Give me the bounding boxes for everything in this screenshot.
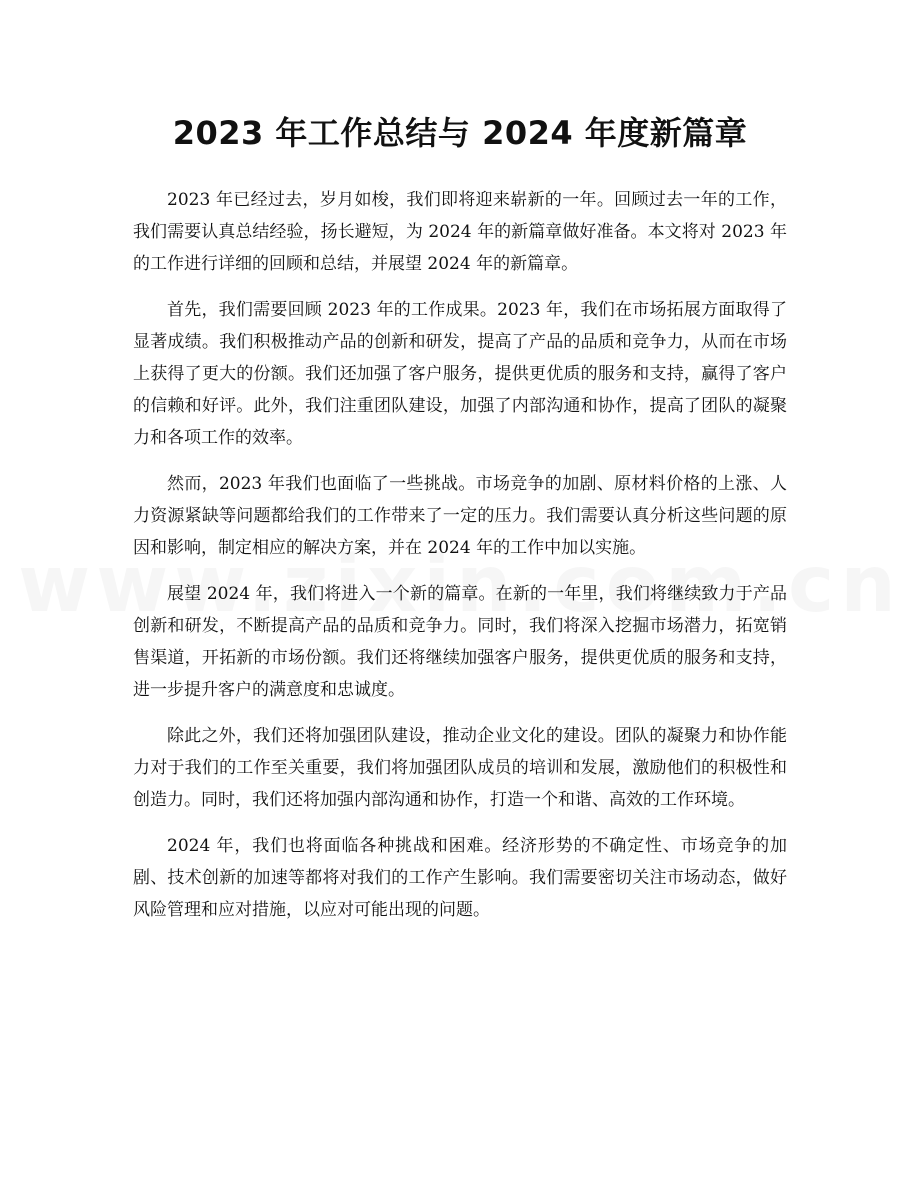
document-body	[133, 184, 787, 940]
paragraph-outlook: 展望 2024 年，我们将进入一个新的篇章。在新的一年里，我们将继续致力于产品创新和研发，不断提高产品的品质和竞争力。同时，我们将深入挖掘市场潜力，拓宽销售渠道，开拓新的市场份额。我们还将继续加强客户服务，提供更优质的服务和支持，进一步提升客户的满意度和忠诚度。	[133, 584, 787, 700]
paragraph-achievements: 首先，我们需要回顾 2023 年的工作成果。2023 年，我们在市场拓展方面取得了显著成绩。我们积极推动产品的创新和研发，提高了产品的品质和竞争力，从而在市场上获得了更大的份额。我们还加强了客户服务，提供更优质的服务和支持，赢得了客户的信赖和好评。此外，我们注重团队建设，加强了内部沟通和协作，提高了团队的凝聚力和各项工作的效率。	[133, 300, 787, 448]
paragraph-intro: 2023 年已经过去，岁月如梭，我们即将迎来崭新的一年。回顾过去一年的工作，我们需要认真总结经验，扬长避短，为 2024 年的新篇章做好准备。本文将对 2023 年的工作进行详细的回顾和总结，并展望 2024 年的新篇章。	[133, 190, 787, 274]
paragraph-risks: 2024 年，我们也将面临各种挑战和困难。经济形势的不确定性、市场竞争的加剧、技术创新的加速等都将对我们的工作产生影响。我们需要密切关注市场动态，做好风险管理和应对措施，以应对可能出现的问题。	[133, 836, 787, 920]
paragraph-team-building: 除此之外，我们还将加强团队建设，推动企业文化的建设。团队的凝聚力和协作能力对于我们的工作至关重要，我们将加强团队成员的培训和发展，激励他们的积极性和创造力。同时，我们还将加强内部沟通和协作，打造一个和谐、高效的工作环境。	[133, 726, 787, 810]
document-title: 2023 年工作总结与 2024 年度新篇章	[172, 114, 748, 152]
paragraph-challenges: 然而，2023 年我们也面临了一些挑战。市场竞争的加剧、原材料价格的上涨、人力资源紧缺等问题都给我们的工作带来了一定的压力。我们需要认真分析这些问题的原因和影响，制定相应的解决方案，并在 2024 年的工作中加以实施。	[133, 474, 787, 558]
